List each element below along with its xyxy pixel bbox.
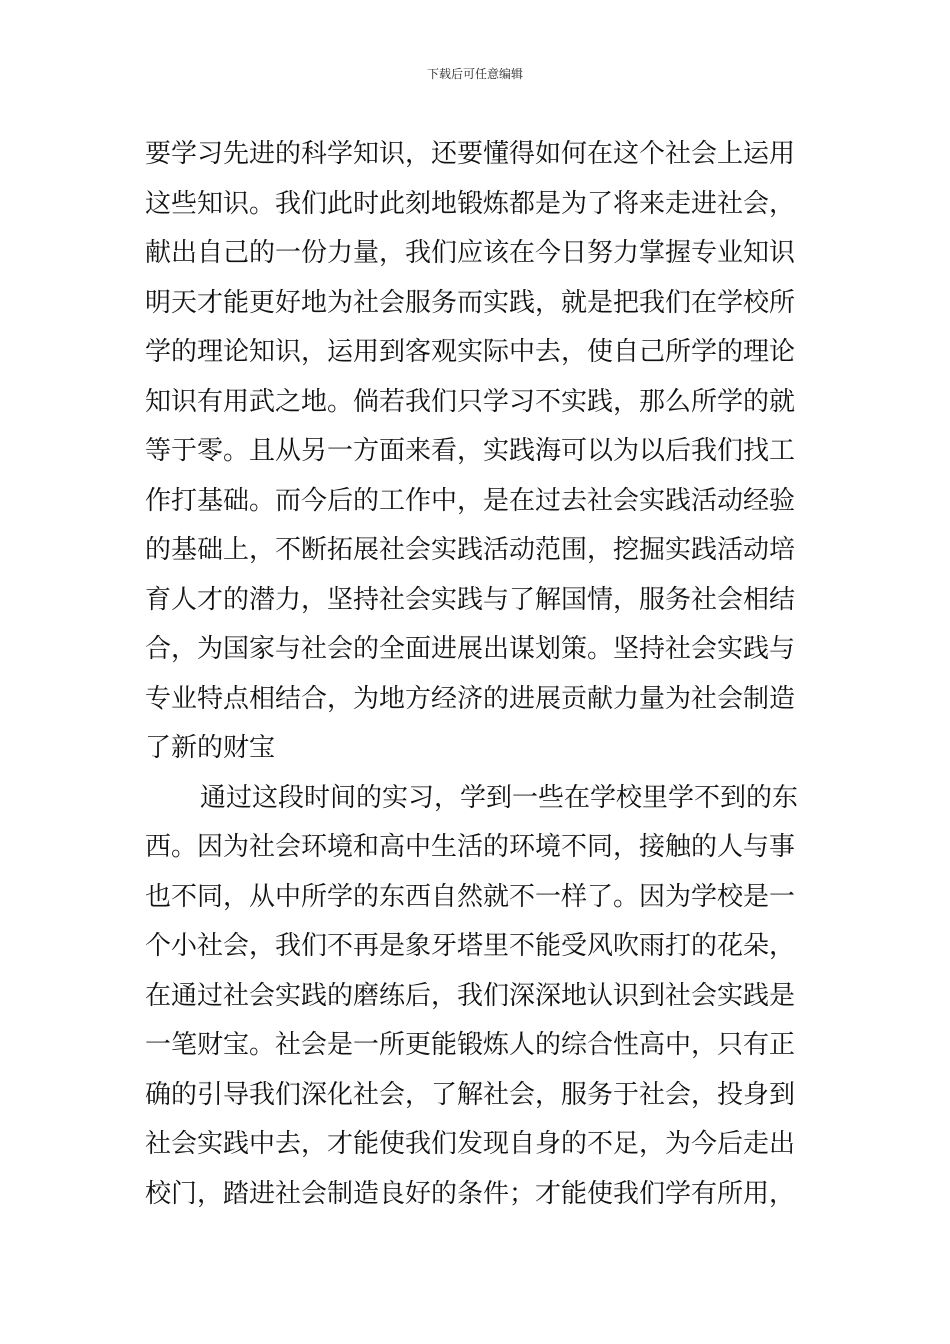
text-line: 的基础上，不断拓展社会实践活动范围，挖掘实践活动培: [145, 535, 796, 565]
text-line: 一笔财宝。社会是一所更能锻炼人的综合性高中，只有正: [145, 1030, 796, 1060]
text-line: 要学习先进的科学知识，还要懂得如何在这个社会上运用: [145, 139, 796, 169]
text-line: 作打基础。而今后的工作中，是在过去社会实践活动经验: [145, 485, 796, 516]
text-line: 西。因为社会环境和高中生活的环境不同，接触的人与事: [145, 832, 796, 862]
text-line: 也不同，从中所学的东西自然就不一样了。因为学校是一: [145, 881, 796, 912]
text-line: 在通过社会实践的磨练后，我们深深地认识到社会实践是: [145, 980, 796, 1011]
text-line: 等于零。且从另一方面来看，实践海可以为以后我们找工: [145, 436, 796, 466]
page-header-note: 下载后可任意编辑: [426, 67, 523, 81]
text-line: 校门，踏进社会制造良好的条件；才能使我们学有所用，: [145, 1178, 796, 1209]
text-line: 专业特点相结合，为地方经济的进展贡献力量为社会制造: [145, 683, 796, 714]
text-line: 知识有用武之地。倘若我们只学习不实践，那么所学的就: [145, 386, 796, 417]
text-line: 学的理论知识，运用到客观实际中去，使自己所学的理论: [145, 337, 796, 367]
text-line: 了新的财宝: [145, 733, 276, 763]
text-line: 确的引导我们深化社会，了解社会，服务于社会，投身到: [145, 1079, 796, 1110]
paragraph-start-line: 通过这段时间的实习，学到一些在学校里学不到的东: [200, 782, 799, 813]
document-body: [145, 130, 808, 1219]
text-line: 社会实践中去，才能使我们发现自身的不足，为今后走出: [145, 1129, 796, 1159]
text-line: 献出自己的一份力量，我们应该在今日努力掌握专业知识: [145, 238, 796, 268]
text-line: 育人才的潜力，坚持社会实践与了解国情，服务社会相结: [145, 584, 796, 615]
text-line: 明天才能更好地为社会服务而实践，就是把我们在学校所: [145, 287, 796, 318]
text-line: 个小社会，我们不再是象牙塔里不能受风吹雨打的花朵，: [145, 931, 796, 961]
text-line: 这些知识。我们此时此刻地锻炼都是为了将来走进社会，: [145, 188, 796, 219]
text-line: 合，为国家与社会的全面进展出谋划策。坚持社会实践与: [145, 634, 796, 664]
